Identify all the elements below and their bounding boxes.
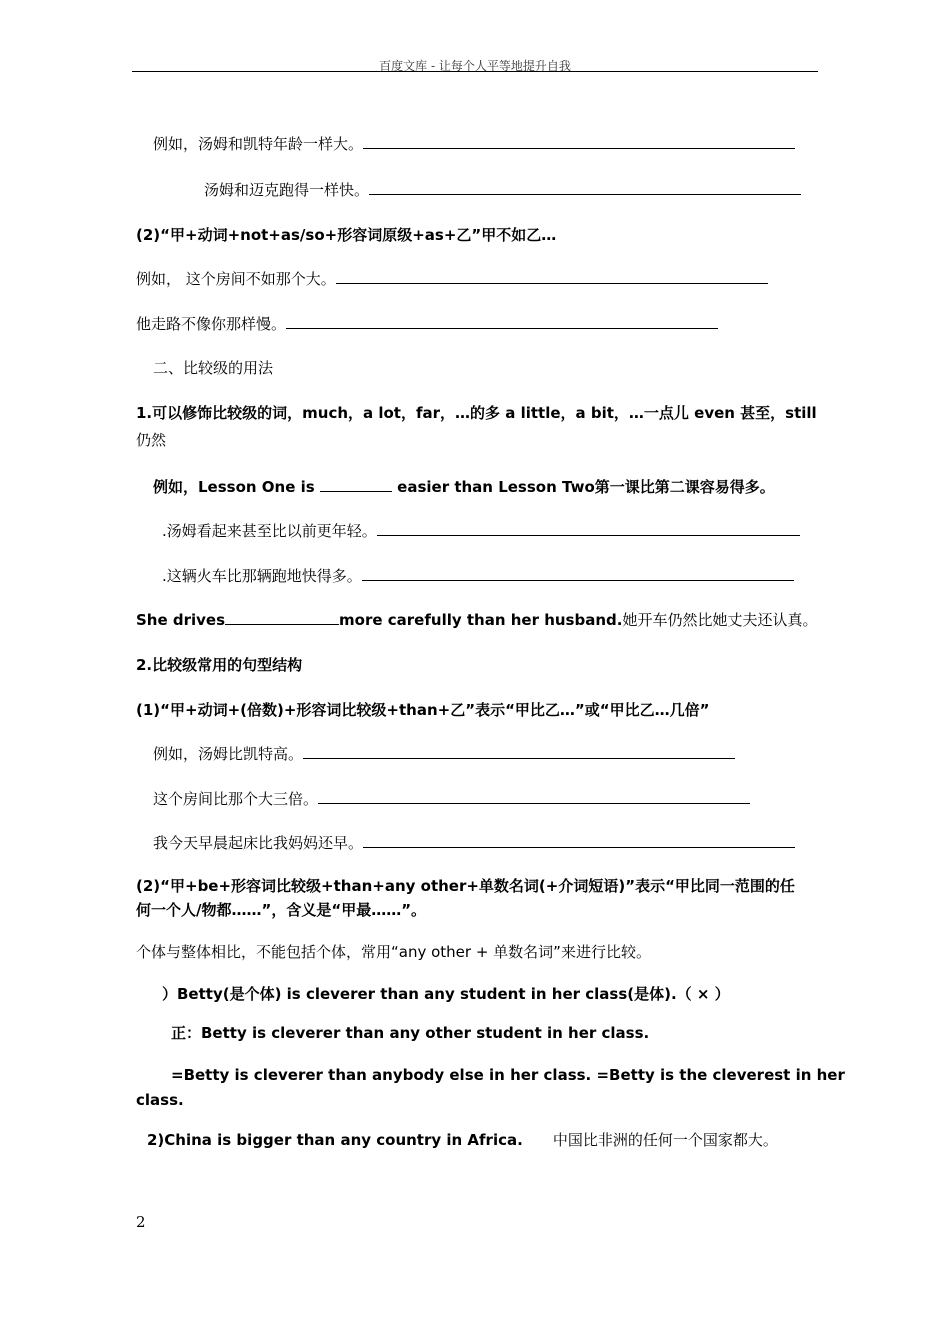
answer-blank[interactable] [318, 788, 750, 804]
line-text: 例如，汤姆比凯特高。 [153, 745, 304, 763]
text-line [153, 788, 750, 810]
line-text: 这个房间比那个大三倍。 [153, 790, 319, 808]
line-text: 汤姆和迈克跑得一样快。 [204, 181, 370, 199]
text-line [162, 520, 800, 542]
answer-blank[interactable] [363, 832, 795, 848]
text-line [153, 832, 795, 854]
answer-blank[interactable] [369, 179, 801, 195]
line-text: 他走路不像你那样慢。 [136, 315, 287, 333]
text-line [136, 313, 718, 335]
text-line: =Betty is cleverer than anybody else in her class. =Betty is the cleverest in her [171, 1066, 845, 1084]
text-line [136, 609, 817, 631]
answer-blank[interactable] [320, 476, 392, 492]
text-line [162, 565, 794, 587]
header-rule [132, 71, 818, 72]
section-heading: 2.比较级常用的句型结构 [136, 656, 303, 674]
section-heading: (2)“甲+动词+not+as/so+形容词原级+as+乙”甲不如乙… [136, 226, 557, 244]
line-text: easier than Lesson Two第一课比第二课容易得多。 [397, 478, 775, 496]
text-line [153, 743, 735, 765]
answer-blank[interactable] [286, 313, 718, 329]
text-line [204, 179, 801, 201]
text-line: 1.可以修饰比较级的词，much，a lot，far，…的多 a little，a bit，…一点儿 even 甚至，still [136, 404, 817, 422]
line-text: .汤姆看起来甚至比以前更年轻。 [162, 522, 377, 540]
line-text: 例如，汤姆和凯特年龄一样大。 [153, 135, 364, 153]
line-text: 她开车仍然比她丈夫还认真。 [622, 611, 818, 629]
text-line [153, 133, 795, 155]
answer-blank[interactable] [225, 609, 339, 625]
line-text: 我今天早晨起床比我妈妈还早。 [153, 834, 364, 852]
line-text: .这辆火车比那辆跑地快得多。 [162, 567, 362, 585]
answer-blank[interactable] [363, 133, 795, 149]
answer-blank[interactable] [303, 743, 735, 759]
line-text: 例如， 这个房间不如那个大。 [136, 270, 336, 288]
page-header: 百度文库 - 让每个人平等地提升自我 [379, 59, 571, 73]
text-line: (1)“甲+动词+(倍数)+形容词比较级+than+乙”表示“甲比乙…”或“甲比乙…几倍” [136, 701, 710, 719]
text-line: ）Betty(是个体) is cleverer than any student in her class(是体).（ × ） [162, 985, 730, 1003]
line-text: 2)China is bigger than any country in Africa. [147, 1131, 523, 1149]
section-heading: 二、比较级的用法 [153, 359, 274, 377]
text-line: 何一个人/物都……”，含义是“甲最……”。 [136, 901, 427, 919]
text-line [147, 1129, 778, 1151]
line-text: more carefully than her husband. [339, 611, 623, 629]
line-text: 例如，Lesson One is [153, 478, 315, 496]
text-line: 正：Betty is cleverer than any other student in her class. [171, 1024, 650, 1042]
answer-blank[interactable] [336, 268, 768, 284]
text-line: 个体与整体相比，不能包括个体，常用“any other + 单数名词”来进行比较。 [136, 943, 651, 961]
text-line [136, 268, 768, 290]
text-line [153, 476, 775, 498]
answer-blank[interactable] [377, 520, 800, 536]
text-line: (2)“甲+be+形容词比较级+than+any other+单数名词(+介词短语)”表示“甲比同一范围的任 [136, 877, 795, 895]
page-number: 2 [136, 1213, 146, 1231]
line-text: 中国比非洲的任何一个国家都大。 [552, 1131, 778, 1149]
line-text: She drives [136, 611, 226, 629]
answer-blank[interactable] [362, 565, 794, 581]
text-line: class. [136, 1091, 184, 1109]
text-line: 仍然 [136, 431, 167, 449]
